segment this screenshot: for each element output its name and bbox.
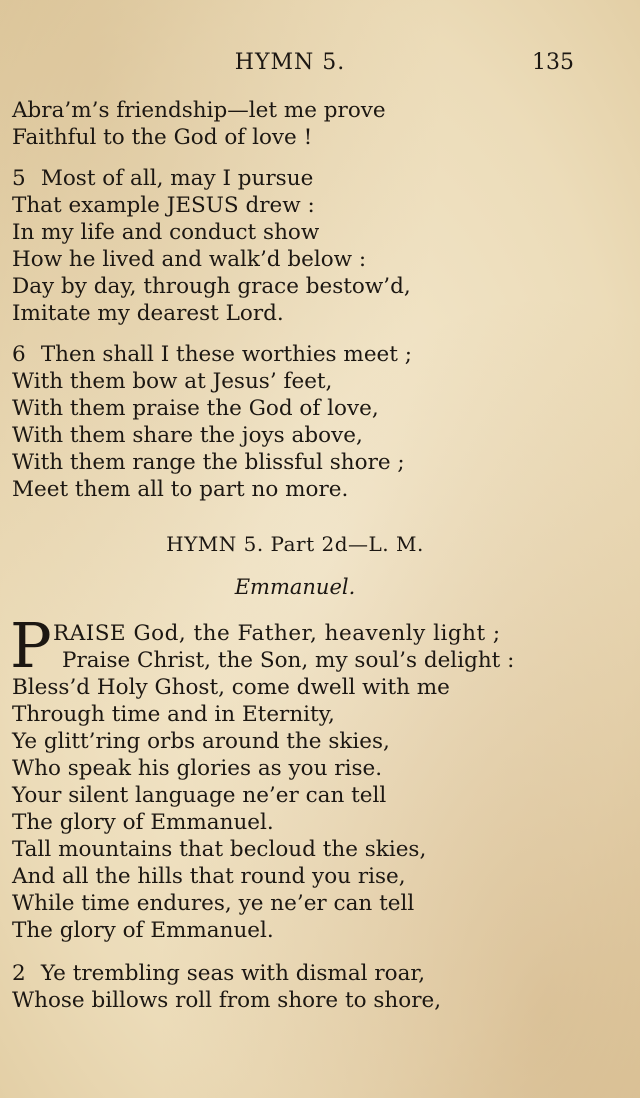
verse-line: The glory of Emmanuel. <box>12 810 274 835</box>
verse-line <box>12 960 425 987</box>
drop-cap: P <box>10 609 52 682</box>
hymn-heading: HYMN 5. Part 2d—L. M. <box>166 532 424 556</box>
verse-text: Then shall I these worthies meet ; <box>40 342 412 367</box>
verse-line: Imitate my dearest Lord. <box>12 301 284 326</box>
verse-line: In my life and conduct show <box>12 220 320 245</box>
stanza-number: 2 <box>12 961 26 986</box>
verse-line: With them praise the God of love, <box>12 396 379 421</box>
verse-line: Your silent language ne’er can tell <box>12 783 387 808</box>
tune-name: Emmanuel. <box>234 575 356 599</box>
verse-line: RAISE God, the Father, heavenly light ; <box>53 621 501 646</box>
verse-line: Praise Christ, the Son, my soul’s delight : <box>62 648 515 673</box>
verse-line: That example JESUS drew : <box>12 193 315 218</box>
verse-line: With them bow at Jesus’ feet, <box>12 369 333 394</box>
stanza-number: 5 <box>12 166 26 191</box>
running-head-title: HYMN 5. <box>234 50 346 75</box>
verse-line: Abra’m’s friendship—let me prove <box>12 98 386 123</box>
verse-line: How he lived and walk’d below : <box>12 247 367 272</box>
verse-line: Day by day, through grace bestow’d, <box>12 274 411 299</box>
verse-line: And all the hills that round you rise, <box>12 864 406 889</box>
verse-line: Through time and in Eternity, <box>12 702 335 727</box>
verse-line: Tall mountains that becloud the skies, <box>12 837 427 862</box>
verse-line: Bless’d Holy Ghost, come dwell with me <box>12 675 450 700</box>
verse-line <box>12 341 412 368</box>
verse-line: With them range the blissful shore ; <box>12 450 405 475</box>
verse-text: Most of all, may I pursue <box>40 166 314 191</box>
verse-line: Whose billows roll from shore to shore, <box>12 988 442 1013</box>
stanza-number: 6 <box>12 342 26 367</box>
verse-line: The glory of Emmanuel. <box>12 918 274 943</box>
verse-line: With them share the joys above, <box>12 423 363 448</box>
verse-line: Meet them all to part no more. <box>12 477 349 502</box>
verse-text: Ye trembling seas with dismal roar, <box>40 961 426 986</box>
page-number: 135 <box>532 50 574 75</box>
verse-line: Faithful to the God of love ! <box>12 125 313 150</box>
verse-line <box>12 165 313 192</box>
verse-line: Ye glitt’ring orbs around the skies, <box>12 729 390 754</box>
verse-line: While time endures, ye ne’er can tell <box>12 891 415 916</box>
verse-line: Who speak his glories as you rise. <box>12 756 383 781</box>
running-head <box>0 50 640 84</box>
